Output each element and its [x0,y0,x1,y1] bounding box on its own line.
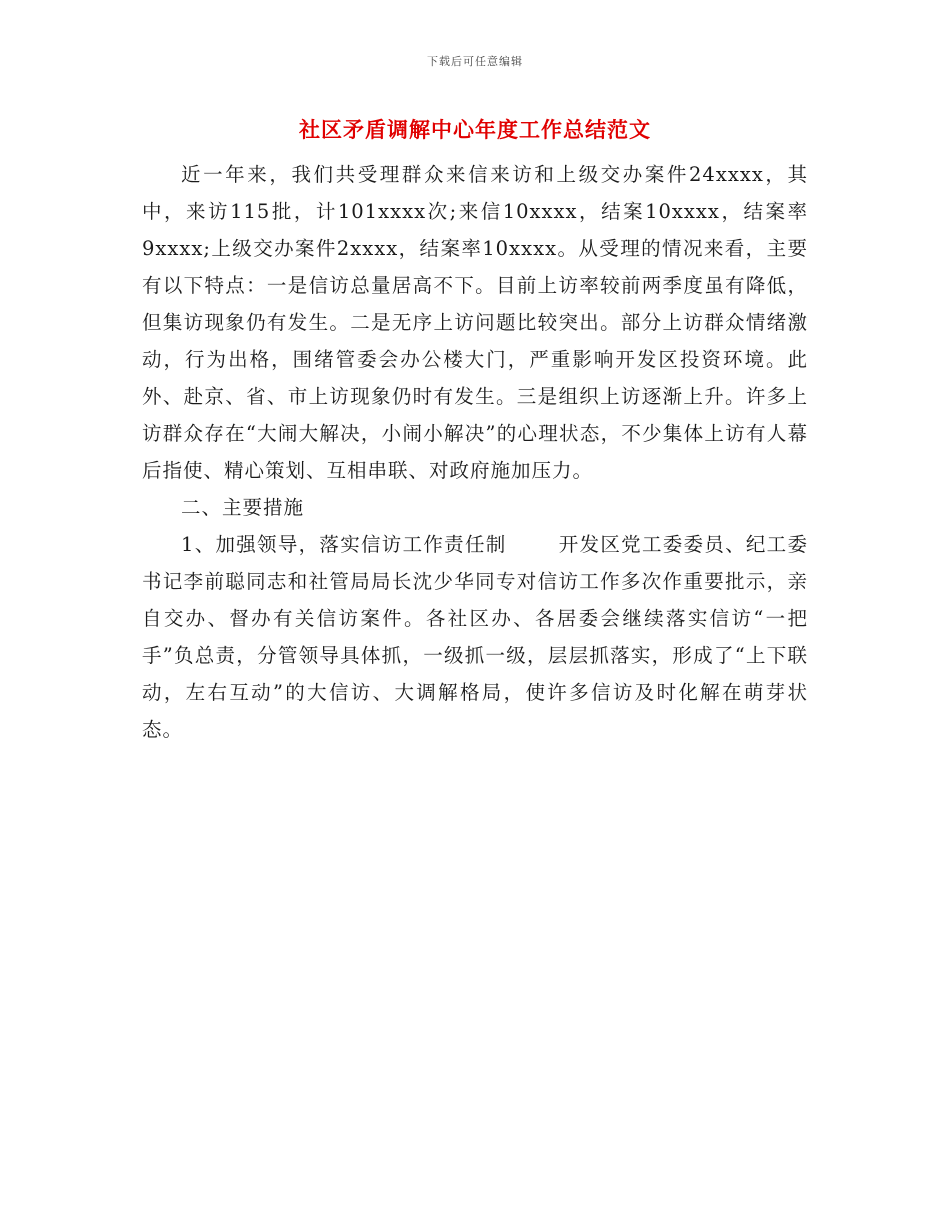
intro-paragraph: 近一年来，我们共受理群众来信来访和上级交办案件24xxxx，其中，来访115批，计101xxxx次;来信10xxxx，结案10xxxx，结案率9xxxx;上级交办案件2xxxx，结案率10xxxx。从受理的情况来看，主要有以下特点：一是信访总量居高不下。目前上访率较前两季度虽有降低，但集访现象仍有发生。二是无序上访问题比较突出。部分上访群众情绪激动，行为出格，围绪管委会办公楼大门，严重影响开发区投资环境。此外、赴京、省、市上访现象仍时有发生。三是组织上访逐渐上升。许多上访群众存在“大闹大解决，小闹小解决”的心理状态，不少集体上访有人幕后指使、精心策划、互相串联、对政府施加压力。 [142,163,808,482]
measure-body: 开发区党工委委员、纪工委书记李前聪同志和社管局局长沈少华同专对信访工作多次作重要批示，亲自交办、督办有关信访案件。各社区办、各居委会继续落实信访“一把手”负总责，分管领导具体抓，一级抓一级，层层抓落实，形成了“上下联动，左右互动”的大信访、大调解格局，使许多信访及时化解在萌芽状态。 [142,533,808,741]
measure-paragraph [142,526,808,748]
section-heading: 二、主要措施 [181,496,305,519]
header-note: 下载后可任意编辑 [427,55,523,68]
document-body [142,156,808,748]
document-title: 社区矛盾调解中心年度工作总结范文 [299,117,651,142]
measure-lead: 1、加强领导，落实信访工作责任制 [181,533,507,556]
